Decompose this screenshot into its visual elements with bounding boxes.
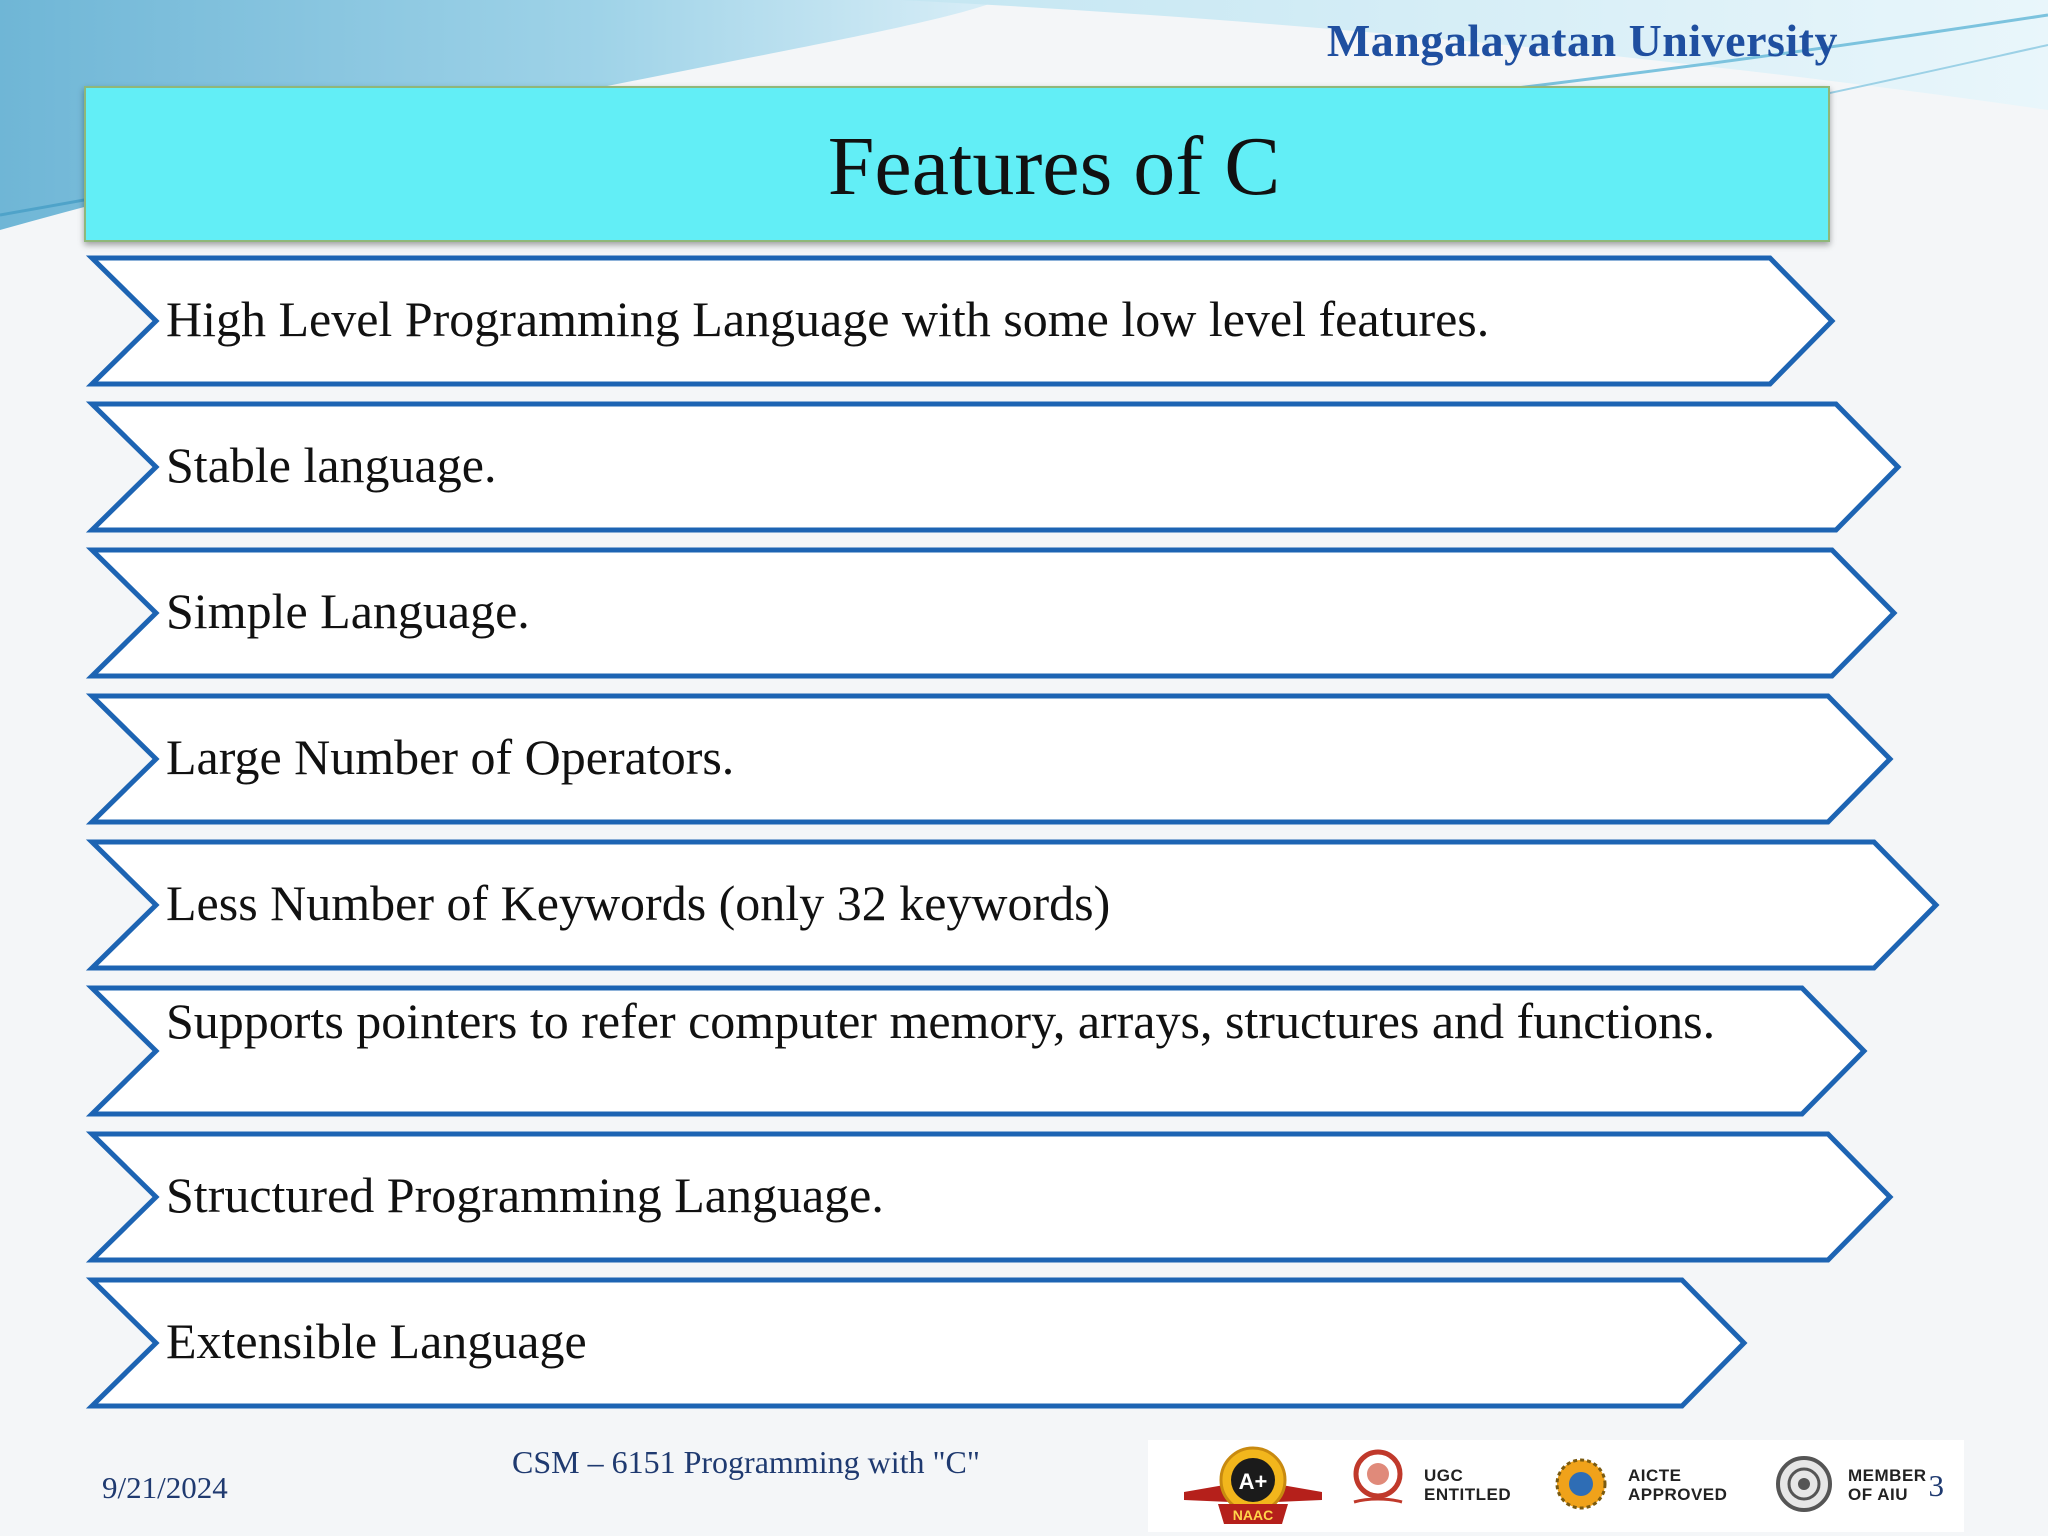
aiu-label: MEMBER OF AIU (1848, 1466, 1927, 1504)
footer-course: CSM – 6151 Programming with "C" (512, 1444, 980, 1480)
feature-item-3: Simple Language. (166, 583, 530, 639)
naac-logo (1178, 1440, 1328, 1532)
accreditation-logos (1148, 1440, 1964, 1532)
feature-item-5: Less Number of Keywords (only 32 keywords) (166, 875, 1111, 931)
naac-grade: A+ (1238, 1469, 1268, 1494)
feature-item-6: Supports pointers to refer computer memory, arrays, structures and functions. (166, 993, 1716, 1049)
footer-date: 9/21/2024 (102, 1470, 228, 1505)
feature-item-7: Structured Programming Language. (166, 1167, 884, 1223)
ugc-emblem-icon (1348, 1440, 1408, 1532)
university-name: Mangalayatan University (1326, 15, 1838, 66)
feature-item-1: High Level Programming Language with some low level features. (166, 291, 1490, 347)
naac-label: NAAC (1232, 1507, 1274, 1523)
aicte-emblem-icon (1550, 1440, 1612, 1532)
aicte-label: AICTE APPROVED (1628, 1466, 1728, 1504)
ugc-label: UGC ENTITLED (1424, 1466, 1512, 1504)
slide-title: Features of C (827, 120, 1281, 213)
aiu-emblem-icon (1772, 1440, 1836, 1532)
feature-item-4: Large Number of Operators. (166, 729, 735, 785)
page-number: 3 (1928, 1468, 1944, 1503)
feature-item-2: Stable language. (166, 437, 497, 493)
feature-item-8: Extensible Language (166, 1313, 587, 1369)
